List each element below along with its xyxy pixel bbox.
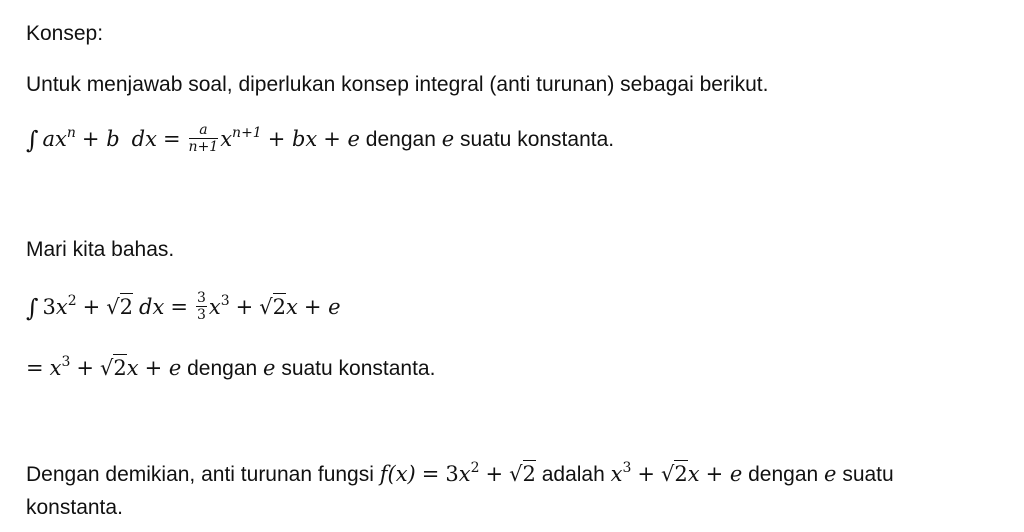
conclusion-line-1 (26, 460, 894, 489)
step1-plus: + (82, 295, 101, 320)
step1-plus-e: + e (303, 295, 341, 320)
step2-radicand: 2 (113, 356, 127, 380)
formula-exp-n1: n+1 (232, 125, 262, 142)
step1-x: x (55, 295, 68, 320)
integral-symbol-2: ∫ (26, 294, 39, 323)
formula-e: e (441, 127, 455, 152)
conclusion-line-2: konstanta. (26, 496, 123, 519)
conclusion-plus-e: + e (705, 462, 743, 486)
sqrt-symbol-4: √ (509, 462, 523, 486)
conclusion-radicand: 2 (522, 462, 536, 486)
conclusion-x2: x (610, 462, 623, 486)
step1-radicand: 2 (119, 295, 134, 320)
conclusion-fx: (x) (387, 462, 416, 486)
conclusion-x: x (458, 462, 471, 486)
formula-fraction (189, 122, 219, 155)
formula-equals: = (162, 127, 181, 152)
conclusion-e: e (824, 462, 837, 486)
formula-a: a (42, 127, 56, 152)
conclusion-coef: 3 (445, 462, 459, 486)
step2-line (26, 354, 435, 383)
step1-sq: 2 (67, 293, 77, 310)
conclusion-f: f (379, 462, 388, 486)
step2-plus: + (76, 356, 94, 380)
formula-plus-e: + e (323, 127, 360, 152)
step1-line (26, 292, 341, 325)
intro-text: Untuk menjawab soal, diperlukan konsep integral (anti turunan) sebagai berikut. (26, 73, 769, 96)
heading-konsep: Konsep: (26, 22, 104, 45)
step1-x2: x (208, 295, 221, 320)
step1-fraction (196, 290, 207, 323)
step2-tail-end: suatu konstanta. (275, 357, 436, 380)
conclusion-cube: 3 (622, 460, 632, 476)
conclusion-sq: 2 (470, 460, 480, 476)
formula-x2: x (220, 127, 233, 152)
conclusion-plus: + (485, 462, 504, 486)
sqrt-symbol-2: √ (259, 295, 273, 320)
step2-e: e (263, 356, 276, 380)
integral-symbol: ∫ (26, 126, 39, 155)
formula-tail-end: suatu konstanta. (454, 128, 615, 152)
conclusion-plus2: + (637, 462, 655, 486)
formula-x: x (55, 127, 67, 152)
step1-frac-den: 3 (196, 307, 206, 323)
fraction-denominator: n+1 (188, 139, 219, 155)
formula-plus-b: + b (81, 127, 120, 152)
discussion-heading: Mari kita bahas. (26, 238, 175, 261)
conclusion-text3: dengan (742, 463, 825, 486)
step1-equals: = (170, 295, 188, 320)
conclusion-text4: suatu (836, 463, 894, 486)
step1-frac-num: 3 (196, 290, 206, 306)
conclusion-text2: adalah (535, 463, 611, 486)
step1-coef: 3 (42, 295, 56, 320)
step1-x3: x (286, 295, 298, 320)
sqrt-symbol: √ (106, 295, 120, 320)
formula-tail-text: dengan (359, 128, 442, 152)
step1-plus2: + (235, 295, 254, 320)
sqrt-symbol-5: √ (660, 462, 675, 486)
formula-line (26, 124, 614, 157)
step1-radicand2: 2 (272, 295, 286, 320)
formula-plus-bx: + bx (267, 127, 318, 152)
formula-exp-n: n (66, 125, 76, 142)
step2-plus-e: + e (144, 356, 182, 380)
step1-dx: dx (139, 295, 165, 320)
step1-cube: 3 (220, 293, 230, 310)
step2-tail-text: dengan (181, 357, 264, 380)
conclusion-x3: x (687, 462, 700, 486)
conclusion-equals: = (421, 462, 440, 486)
sqrt-symbol-3: √ (99, 356, 114, 380)
step2-x2: x (126, 356, 139, 380)
step2-cube: 3 (61, 354, 71, 370)
fraction-numerator: a (189, 122, 219, 139)
conclusion-text1: Dengan demikian, anti turunan fungsi (26, 463, 380, 486)
conclusion-radicand2: 2 (674, 462, 688, 486)
step2-x: x (49, 356, 62, 380)
formula-dx: dx (131, 127, 157, 152)
step2-equals: = (26, 356, 44, 380)
